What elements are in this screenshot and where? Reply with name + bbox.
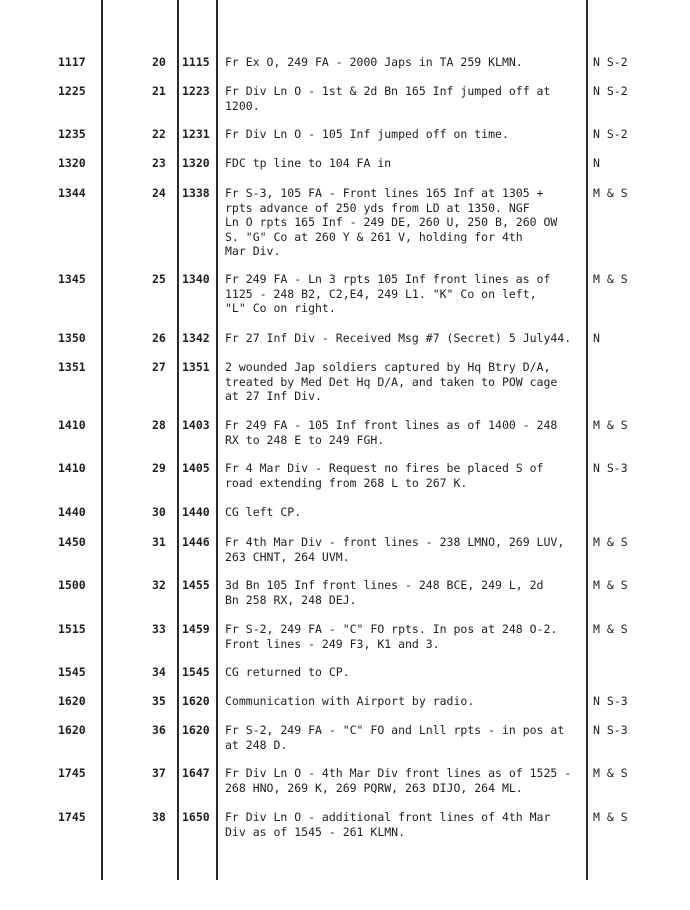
- entry-number: 34: [152, 665, 166, 679]
- entry-text-line: Fr Div Ln O - 105 Inf jumped off on time.: [225, 127, 509, 141]
- entry-distribution: M & S: [593, 578, 628, 592]
- entry-ref-time: 1223: [182, 84, 210, 98]
- entry-text-line: Communication with Airport by radio.: [225, 694, 475, 708]
- entry-number: 31: [152, 535, 166, 549]
- entry-time: 1450: [58, 535, 86, 549]
- entry-ref-time: 1650: [182, 810, 210, 824]
- entry-ref-time: 1446: [182, 535, 210, 549]
- entry-text-line: Fr S-2, 249 FA - "C" FO rpts. In pos at 248 O-2.: [225, 622, 558, 636]
- entry-text-line: Fr 249 FA - Ln 3 rpts 105 Inf front lines as of: [225, 272, 551, 286]
- entry-distribution: M & S: [593, 766, 628, 780]
- entry-text: [225, 127, 587, 142]
- entry-time: 1515: [58, 622, 86, 636]
- entry-text-line: 1125 - 248 B2, C2,E4, 249 L1. "K" Co on left,: [225, 286, 537, 301]
- entry-text-line: CG returned to CP.: [225, 665, 350, 679]
- entry-text-line: Bn 258 RX, 248 DEJ.: [225, 592, 357, 607]
- entry-text: [225, 622, 587, 651]
- entry-text: [225, 505, 587, 520]
- entry-ref-time: 1231: [182, 127, 210, 141]
- entry-number: 25: [152, 272, 166, 286]
- entry-text-line: road extending from 268 L to 267 K.: [225, 475, 468, 490]
- entry-text: [225, 331, 587, 346]
- entry-text: [225, 360, 587, 404]
- entry-text-line: 268 HNO, 269 K, 269 PQRW, 263 DIJO, 264 ML.: [225, 780, 523, 795]
- entry-ref-time: 1115: [182, 55, 210, 69]
- entry-distribution: M & S: [593, 810, 628, 824]
- entry-text-line: treated by Med Det Hq D/A, and taken to POW cage: [225, 374, 558, 389]
- entry-time: 1350: [58, 331, 86, 345]
- entry-ref-time: 1320: [182, 156, 210, 170]
- entry-time: 1440: [58, 505, 86, 519]
- entry-text-line: RX to 248 E to 249 FGH.: [225, 432, 385, 447]
- entry-distribution: M & S: [593, 272, 628, 286]
- entry-time: 1345: [58, 272, 86, 286]
- entry-text-line: 1200.: [225, 98, 260, 113]
- entry-text: [225, 461, 587, 490]
- entry-number: 26: [152, 331, 166, 345]
- entry-number: 20: [152, 55, 166, 69]
- entry-text: [225, 272, 587, 316]
- entry-time: 1745: [58, 810, 86, 824]
- entry-text-line: Fr Div Ln O - 1st & 2d Bn 165 Inf jumped off at: [225, 84, 551, 98]
- entry-distribution: N S-3: [593, 723, 628, 737]
- entry-text-line: FDC tp line to 104 FA in: [225, 156, 392, 170]
- entry-text: [225, 84, 587, 113]
- entry-text: [225, 766, 587, 795]
- entry-ref-time: 1342: [182, 331, 210, 345]
- entry-text-line: "L" Co on right.: [225, 301, 336, 316]
- entry-text-line: at 248 D.: [225, 737, 288, 752]
- entry-text: [225, 694, 587, 709]
- entry-time: 1410: [58, 418, 86, 432]
- entry-text-line: Fr S-3, 105 FA - Front lines 165 Inf at 1305 +: [225, 186, 544, 200]
- entry-ref-time: 1545: [182, 665, 210, 679]
- entry-time: 1500: [58, 578, 86, 592]
- entry-text: [225, 186, 587, 259]
- entry-text-line: CG left CP.: [225, 505, 302, 519]
- entry-distribution: M & S: [593, 186, 628, 200]
- entry-time: 1545: [58, 665, 86, 679]
- entry-distribution: N: [593, 331, 600, 345]
- entry-text-line: 3d Bn 105 Inf front lines - 248 BCE, 249 L, 2d: [225, 578, 544, 592]
- entry-number: 28: [152, 418, 166, 432]
- entry-text-line: Fr Ex O, 249 FA - 2000 Japs in TA 259 KLMN.: [225, 55, 523, 69]
- entry-text: [225, 810, 587, 839]
- entry-time: 1620: [58, 723, 86, 737]
- entry-ref-time: 1440: [182, 505, 210, 519]
- entry-number: 36: [152, 723, 166, 737]
- entry-text-line: Fr 4 Mar Div - Request no fires be placed S of: [225, 461, 544, 475]
- column-rule-3: [216, 0, 218, 880]
- entry-ref-time: 1620: [182, 694, 210, 708]
- entry-text-line: Front lines - 249 F3, K1 and 3.: [225, 636, 440, 651]
- entry-time: 1410: [58, 461, 86, 475]
- entry-distribution: M & S: [593, 418, 628, 432]
- entry-number: 22: [152, 127, 166, 141]
- entry-distribution: N S-2: [593, 55, 628, 69]
- entry-distribution: M & S: [593, 622, 628, 636]
- entry-number: 23: [152, 156, 166, 170]
- entry-ref-time: 1351: [182, 360, 210, 374]
- entry-ref-time: 1405: [182, 461, 210, 475]
- column-rule-2: [177, 0, 179, 880]
- entry-distribution: N S-3: [593, 461, 628, 475]
- entry-text: [225, 55, 587, 70]
- entry-ref-time: 1647: [182, 766, 210, 780]
- entry-text: [225, 578, 587, 607]
- entry-text-line: Fr S-2, 249 FA - "C" FO and Lnll rpts - in pos at: [225, 723, 565, 737]
- entry-text-line: Fr 4th Mar Div - front lines - 238 LMNO, 269 LUV,: [225, 535, 565, 549]
- entry-ref-time: 1459: [182, 622, 210, 636]
- entry-text-line: Div as of 1545 - 261 KLMN.: [225, 824, 406, 839]
- entry-text-line: Fr 249 FA - 105 Inf front lines as of 1400 - 248: [225, 418, 558, 432]
- column-rule-1: [101, 0, 103, 880]
- entry-time: 1235: [58, 127, 86, 141]
- entry-number: 38: [152, 810, 166, 824]
- entry-text-line: at 27 Inf Div.: [225, 389, 322, 404]
- entry-ref-time: 1455: [182, 578, 210, 592]
- entry-distribution: N S-2: [593, 127, 628, 141]
- entry-time: 1745: [58, 766, 86, 780]
- entry-time: 1320: [58, 156, 86, 170]
- entry-text-line: rpts advance of 250 yds from LD at 1350. NGF: [225, 200, 530, 215]
- entry-distribution: N S-2: [593, 84, 628, 98]
- entry-text: [225, 156, 587, 171]
- entry-text-line: S. "G" Co at 260 Y & 261 V, holding for 4th: [225, 229, 523, 244]
- entry-ref-time: 1403: [182, 418, 210, 432]
- entry-time: 1225: [58, 84, 86, 98]
- entry-text-line: 263 CHNT, 264 UVM.: [225, 549, 350, 564]
- entry-number: 32: [152, 578, 166, 592]
- entry-number: 30: [152, 505, 166, 519]
- entry-number: 35: [152, 694, 166, 708]
- entry-number: 21: [152, 84, 166, 98]
- entry-text: [225, 723, 587, 752]
- entry-text-line: Fr Div Ln O - additional front lines of 4th Mar: [225, 810, 551, 824]
- entry-distribution: N S-3: [593, 694, 628, 708]
- entry-time: 1117: [58, 55, 86, 69]
- entry-text-line: Mar Div.: [225, 244, 281, 259]
- entry-number: 29: [152, 461, 166, 475]
- entry-text: [225, 665, 587, 680]
- entry-time: 1620: [58, 694, 86, 708]
- entry-number: 33: [152, 622, 166, 636]
- entry-number: 27: [152, 360, 166, 374]
- entry-text-line: Fr 27 Inf Div - Received Msg #7 (Secret) 5 July44.: [225, 331, 572, 345]
- entry-text: [225, 535, 587, 564]
- entry-distribution: N: [593, 156, 600, 170]
- entry-text-line: Fr Div Ln O - 4th Mar Div front lines as of 1525 -: [225, 766, 572, 780]
- entry-ref-time: 1340: [182, 272, 210, 286]
- entry-text-line: 2 wounded Jap soldiers captured by Hq Btry D/A,: [225, 360, 551, 374]
- entry-time: 1351: [58, 360, 86, 374]
- entry-text-line: Ln O rpts 165 Inf - 249 DE, 260 U, 250 B, 260 OW: [225, 215, 558, 230]
- entry-ref-time: 1338: [182, 186, 210, 200]
- entry-ref-time: 1620: [182, 723, 210, 737]
- entry-text: [225, 418, 587, 447]
- entry-time: 1344: [58, 186, 86, 200]
- entry-number: 37: [152, 766, 166, 780]
- entry-distribution: M & S: [593, 535, 628, 549]
- entry-number: 24: [152, 186, 166, 200]
